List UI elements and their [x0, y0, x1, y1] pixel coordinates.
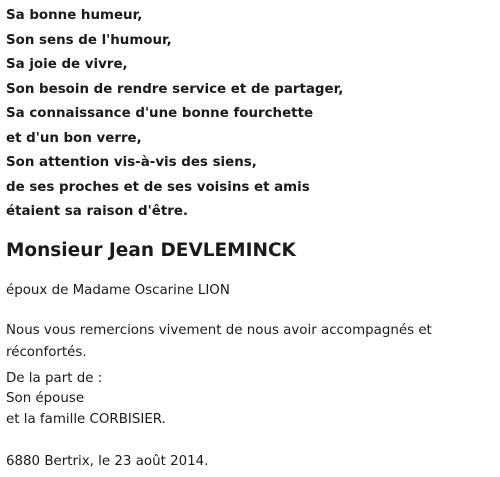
place-date: 6880 Bertrix, le 23 août 2014. [6, 454, 209, 469]
from-line: De la part de : [6, 370, 103, 386]
from-line: et la famille CORBISIER. [6, 411, 166, 427]
from-line: Son épouse [6, 391, 85, 406]
poem-line: Sa bonne humeur, [6, 8, 143, 23]
obituary-page [6, 0, 494, 472]
thanks-line: Nous vous remercions vivement de nous avoir accompagnés et [6, 322, 432, 338]
from-block [6, 369, 494, 431]
poem-line: Sa connaissance d'une bonne fourchette [6, 106, 314, 121]
poem-line: Son besoin de rendre service et de partager, [6, 81, 344, 97]
spouse-line: époux de Madame Oscarine LION [6, 282, 230, 298]
deceased-name: Monsieur Jean DEVLEMINCK [6, 239, 296, 261]
poem-line: Sa joie de vivre, [6, 57, 128, 72]
thanks-paragraph [6, 320, 476, 364]
poem-line: étaient sa raison d'être. [6, 204, 188, 219]
tribute-poem [6, 4, 494, 225]
poem-line: de ses proches et de ses voisins et amis [6, 179, 310, 195]
poem-line: et d'un bon verre, [6, 130, 142, 146]
thanks-line: réconfortés. [6, 344, 87, 360]
poem-line: Son sens de l'humour, [6, 32, 172, 48]
poem-line: Son attention vis-à-vis des siens, [6, 155, 257, 170]
